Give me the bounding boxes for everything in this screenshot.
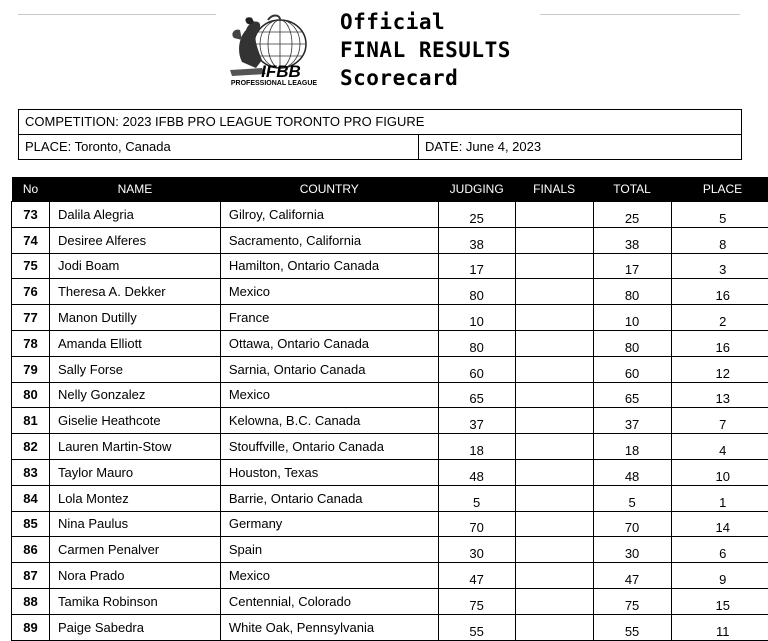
athlete-name: Nelly Gonzalez [49,382,220,408]
athlete-country: Mexico [220,563,438,589]
athlete-number: 81 [12,408,50,434]
col-no: No [12,177,50,202]
table-row [12,356,768,382]
athlete-number: 87 [12,563,50,589]
final-place: 9 [671,563,768,589]
athlete-number: 85 [12,511,50,537]
finals-score [515,227,593,253]
final-place: 3 [671,253,768,279]
table-row [12,614,768,640]
athlete-name: Theresa A. Dekker [49,279,220,305]
table-row [12,459,768,485]
table-row [12,537,768,563]
final-place: 10 [671,459,768,485]
table-row [12,305,768,331]
athlete-name: Jodi Boam [49,253,220,279]
athlete-country: Spain [220,537,438,563]
athlete-name: Paige Sabedra [49,614,220,640]
place-date-row [19,134,741,159]
table-row [12,382,768,408]
title-line-2: FINAL RESULTS [340,36,511,64]
judging-score: 10 [438,305,515,331]
finals-score [515,588,593,614]
judging-score: 30 [438,537,515,563]
judging-score: 80 [438,330,515,356]
final-place: 14 [671,511,768,537]
athlete-country: Sarnia, Ontario Canada [220,356,438,382]
table-row [12,202,768,228]
results-body [12,202,768,641]
page-title [340,8,511,92]
total-score: 30 [593,537,671,563]
logo-wordmark: IFBB [226,62,336,82]
total-score: 5 [593,485,671,511]
total-score: 38 [593,227,671,253]
judging-score: 60 [438,356,515,382]
table-row [12,511,768,537]
total-score: 37 [593,408,671,434]
judging-score: 38 [438,227,515,253]
col-place: PLACE [671,177,768,202]
header-rule-right [540,14,740,15]
total-score: 75 [593,588,671,614]
final-place: 1 [671,485,768,511]
col-country: COUNTRY [220,177,438,202]
athlete-name: Desiree Alferes [49,227,220,253]
final-place: 16 [671,330,768,356]
final-place: 13 [671,382,768,408]
finals-score [515,330,593,356]
athlete-number: 83 [12,459,50,485]
final-place: 8 [671,227,768,253]
athlete-name: Nina Paulus [49,511,220,537]
table-row [12,563,768,589]
competition-label: COMPETITION: 2023 IFBB PRO LEAGUE TORONTO PRO FIGURE [25,110,424,134]
athlete-name: Carmen Penalver [49,537,220,563]
finals-score [515,382,593,408]
table-row [12,227,768,253]
athlete-country: Ottawa, Ontario Canada [220,330,438,356]
athlete-name: Lauren Martin-Stow [49,434,220,460]
table-row [12,253,768,279]
athlete-name: Lola Montez [49,485,220,511]
finals-score [515,356,593,382]
finals-score [515,459,593,485]
finals-score [515,279,593,305]
finals-score [515,511,593,537]
finals-score [515,253,593,279]
athlete-country: Mexico [220,279,438,305]
final-place: 12 [671,356,768,382]
title-line-1: Official [340,8,511,36]
athlete-number: 75 [12,253,50,279]
athlete-country: Stouffville, Ontario Canada [220,434,438,460]
logo-subtext: PROFESSIONAL LEAGUE [226,80,322,87]
table-row [12,588,768,614]
judging-score: 37 [438,408,515,434]
total-score: 80 [593,279,671,305]
total-score: 70 [593,511,671,537]
finals-score [515,408,593,434]
table-row [12,434,768,460]
total-score: 65 [593,382,671,408]
athlete-number: 78 [12,330,50,356]
finals-score [515,537,593,563]
judging-score: 65 [438,382,515,408]
athlete-number: 79 [12,356,50,382]
results-table [11,177,768,641]
table-header-row [12,177,768,202]
judging-score: 5 [438,485,515,511]
final-place: 16 [671,279,768,305]
finals-score [515,305,593,331]
athlete-name: Amanda Elliott [49,330,220,356]
athlete-country: Gilroy, California [220,202,438,228]
judging-score: 25 [438,202,515,228]
total-score: 48 [593,459,671,485]
athlete-number: 74 [12,227,50,253]
athlete-name: Nora Prado [49,563,220,589]
athlete-name: Tamika Robinson [49,588,220,614]
athlete-country: Hamilton, Ontario Canada [220,253,438,279]
finals-score [515,485,593,511]
athlete-number: 84 [12,485,50,511]
athlete-number: 88 [12,588,50,614]
finals-score [515,434,593,460]
title-line-3: Scorecard [340,64,511,92]
athlete-name: Manon Dutilly [49,305,220,331]
athlete-country: Houston, Texas [220,459,438,485]
final-place: 7 [671,408,768,434]
athlete-number: 77 [12,305,50,331]
col-name: NAME [49,177,220,202]
judging-score: 17 [438,253,515,279]
athlete-country: Barrie, Ontario Canada [220,485,438,511]
total-score: 18 [593,434,671,460]
final-place: 2 [671,305,768,331]
table-row [12,330,768,356]
header-rule-left [18,14,216,15]
competition-info-box [18,109,742,160]
total-score: 80 [593,330,671,356]
athlete-number: 76 [12,279,50,305]
judging-score: 55 [438,614,515,640]
competition-row [19,110,741,134]
athlete-country: France [220,305,438,331]
total-score: 60 [593,356,671,382]
athlete-country: Sacramento, California [220,227,438,253]
athlete-name: Taylor Mauro [49,459,220,485]
judging-score: 70 [438,511,515,537]
total-score: 55 [593,614,671,640]
athlete-country: Centennial, Colorado [220,588,438,614]
date-label: DATE: June 4, 2023 [419,135,541,159]
table-row [12,408,768,434]
athlete-country: Kelowna, B.C. Canada [220,408,438,434]
total-score: 25 [593,202,671,228]
col-finals: FINALS [515,177,593,202]
athlete-country: Germany [220,511,438,537]
athlete-name: Sally Forse [49,356,220,382]
judging-score: 18 [438,434,515,460]
place-label: PLACE: Toronto, Canada [19,135,419,159]
total-score: 17 [593,253,671,279]
judging-score: 80 [438,279,515,305]
col-total: TOTAL [593,177,671,202]
finals-score [515,563,593,589]
final-place: 5 [671,202,768,228]
athlete-number: 82 [12,434,50,460]
table-row [12,485,768,511]
final-place: 15 [671,588,768,614]
judging-score: 48 [438,459,515,485]
total-score: 47 [593,563,671,589]
athlete-country: White Oak, Pennsylvania [220,614,438,640]
athlete-number: 89 [12,614,50,640]
athlete-name: Giselie Heathcote [49,408,220,434]
judging-score: 75 [438,588,515,614]
finals-score [515,202,593,228]
judging-score: 47 [438,563,515,589]
final-place: 4 [671,434,768,460]
athlete-number: 86 [12,537,50,563]
athlete-number: 73 [12,202,50,228]
col-judging: JUDGING [438,177,515,202]
final-place: 6 [671,537,768,563]
table-row [12,279,768,305]
finals-score [515,614,593,640]
athlete-name: Dalila Alegria [49,202,220,228]
final-place: 11 [671,614,768,640]
total-score: 10 [593,305,671,331]
athlete-country: Mexico [220,382,438,408]
athlete-number: 80 [12,382,50,408]
